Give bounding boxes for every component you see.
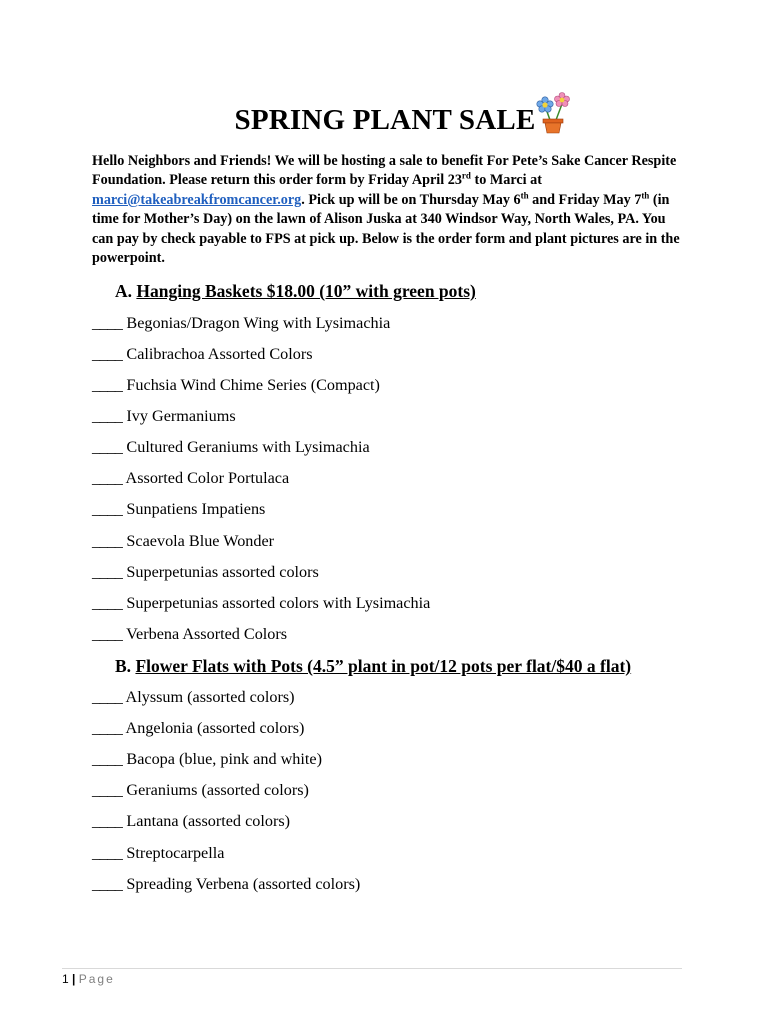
page-number: 1 [62, 972, 69, 986]
order-item: ____ Ivy Germaniums [92, 407, 236, 425]
order-item: ____ Alyssum (assorted colors) [92, 688, 295, 706]
order-item: ____ Scaevola Blue Wonder [92, 532, 275, 550]
order-item: ____ Angelonia (assorted colors) [92, 719, 305, 737]
section-heading-flower-flats: B. Flower Flats with Pots (4.5” plant in pot/12 pots per flat/$40 a flat) [115, 656, 632, 676]
order-item: ____ Calibrachoa Assorted Colors [92, 345, 313, 363]
footer-divider [62, 968, 682, 969]
order-item: ____ Spreading Verbena (assorted colors) [92, 875, 361, 893]
order-item: ____ Sunpatiens Impatiens [92, 500, 266, 518]
order-item: ____ Superpetunias assorted colors with Lysimachia [92, 594, 431, 612]
footer-separator: | [72, 972, 76, 986]
flower-pot-icon [533, 92, 573, 134]
page-title: SPRING PLANT SALE [234, 104, 536, 136]
page-label: Page [78, 972, 115, 986]
email-link[interactable]: marci@takeabreakfromcancer.org [92, 191, 302, 208]
order-item: ____ Assorted Color Portulaca [92, 469, 290, 487]
order-item: ____ Begonias/Dragon Wing with Lysimachia [92, 314, 391, 332]
page-footer [62, 972, 115, 986]
order-item: ____ Verbena Assorted Colors [92, 625, 288, 643]
intro-paragraph: Hello Neighbors and Friends! We will be hosting a sale to benefit For Pete’s Sake Cancer Respite Foundation. Please return this order form by Friday April 23rd to Marci at marci@takeabreakfromcancer.org. Pick up will be on Thursday May 6th and Friday May 7th (in time for Mother’s Day) on the lawn of Alison Juska at 340 Windsor Way, North Wales, PA. You can pay by check payable to FPS at pick up. Below is the order form and plant pictures are in the powerpoint. [92, 153, 680, 267]
order-item: ____ Lantana (assorted colors) [92, 812, 291, 830]
order-item: ____ Cultured Geraniums with Lysimachia [92, 438, 370, 456]
section-heading-hanging-baskets: A. Hanging Baskets $18.00 (10” with green pots) [115, 281, 476, 301]
order-item: ____ Superpetunias assorted colors [92, 563, 319, 581]
order-item: ____ Streptocarpella [92, 844, 225, 862]
order-item: ____ Fuchsia Wind Chime Series (Compact) [92, 376, 380, 394]
order-item: ____ Bacopa (blue, pink and white) [92, 750, 322, 768]
order-item: ____ Geraniums (assorted colors) [92, 781, 309, 799]
